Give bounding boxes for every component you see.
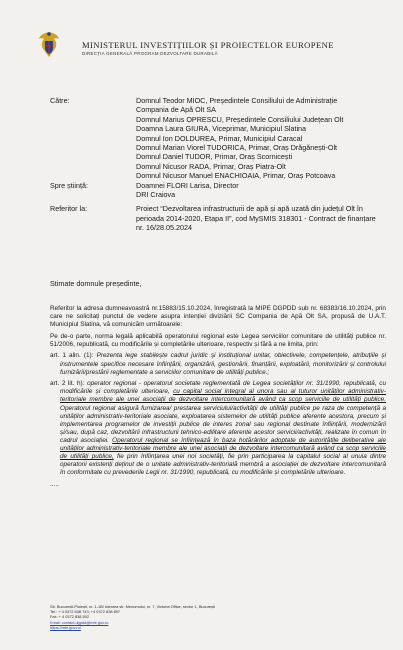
recipient-line: Domnul Nicusor Manuel ENACHIOAIA, Primar, Oraș Potcoava [136, 171, 336, 181]
ministry-name: MINISTERUL INVESTIȚIILOR ȘI PROIECTELOR EUROPENE [82, 40, 334, 50]
stiinta-line: DRI Craiova [136, 190, 176, 200]
address-block [50, 96, 385, 233]
article-label: art. 1 alin. (1): [50, 352, 94, 360]
article-text: operator regional - operatorul societate reglementată de Legea societăților nr. 31/1990, republicată, cu modificările și completările ulterioare, [60, 380, 386, 396]
recipient-line: Doamna Laura GIURA, Viceprimar, Municipiul Slatina [136, 124, 307, 134]
letterhead [82, 40, 334, 56]
recipient-line: Domnul Daniel TUDOR, Primar, Oraș Scornicești [136, 152, 293, 162]
direction-name: DIRECȚIA GENERALĂ PROGRAM DEZVOLTARE DURABILĂ [82, 51, 218, 56]
recipient-line: Compania de Apă Olt SA [136, 105, 216, 115]
article-text: Prezenta lege stabilește cadrul juridic și instituțional unitar, obiectivele, competențele, atribuțiile și instrumentele specifice necesare înființării, organizării, gestionării, finanțării, exploatării, monitorizării și controlului furnizării/prestării reglementate a serviciilor comunitare de utilități publice.; [60, 352, 386, 376]
greeting: Stimate domnule președinte, [50, 279, 142, 288]
ellipsis: ..... [50, 480, 59, 488]
article-1 [50, 352, 386, 376]
romanian-coat-of-arms-icon [35, 30, 63, 60]
letter-body [50, 305, 386, 489]
catre-label: Către: [50, 96, 70, 105]
stiinta-line: Doamnei FLORI Larisa, Director [136, 180, 239, 190]
footer-fax: Fax: + 4 0372 838 502 [50, 614, 90, 620]
article-text: fie prin înființarea unei noi societăți, fie prin participarea la capitalul social al unuia dintre operatorii existenți deținut de o unitate administrativ-teritorială membră a asociației de dezvoltare intercomunitară în conformitate cu prevederile Legii nr. 31/1990, republicată, cu modificările și completările ulterioare. [60, 453, 387, 477]
referitor-label: Referitor la: [50, 204, 88, 214]
footer-address: Str. București-Ploiești, nr. 1-1B/ Intrarea str. Menumului, nr. 7, Victoria Office, sector 1, București [50, 604, 216, 609]
footer-email-link[interactable]: Email: contact.dgpdd@mfe.gov.ro [50, 619, 109, 625]
recipient-line: Domnul Nicusor RADA, Primar, Oraș Piatra-Olt [136, 161, 286, 171]
footer-website-link[interactable]: https://mfe.gov.ro/ [50, 624, 81, 630]
article-text-underlined: cu capital social integral al unora sau al tuturor unităților administrativ-teritoriale membre ale unei asociații de dezvoltare intercomunitară având ca scop serviciile de utilități publice. [60, 388, 387, 404]
recipient-line: Domnul Ion DOLDUREA, Primar, Municipiul Caracal [136, 133, 303, 143]
recipient-line: Domnul Teodor MIOC, Președintele Consiliului de Administrație [136, 96, 338, 105]
recipients-list [136, 96, 385, 181]
paragraph: Referitor la adresa dumneavoastră nr.15883/15.10.2024, înregistrată la MIPE DGPDD sub nr. 68383/16.10.2024, prin care ne solicitați punctul de vedere asupra intenției diviziării SC Compania de Apă Olt SA, propusă de U.A.T. Municipiul Slatina, vă comunicăm următoarele: [50, 305, 386, 329]
footer-tel: Tel.: + 4 0372 838 743; +4 0372 838 897 [50, 609, 121, 615]
footer-contact [50, 604, 215, 630]
article-text-underlined: Operatorul regional se înființează în baza hotărârilor adoptate de autoritățile deliberative ale unităților administrativ-teritoriale membre ale unei asociații de dezvoltare intercomunitară având ca scop serviciile de utilități publice, [60, 436, 387, 461]
article-text: Operatorul regional asigură furnizarea/ prestarea serviciului/activității de utilități publice pe raza de competență a unităților administrativ-teritoriale asociate, exploatarea sistemelor de utilități publice aferente acestora, precum și implementarea programelor de investiții publice de interes zonal sau regional destinate înființării, modernizării și/sau, după caz, dezvoltării infrastructurii tehnico-edilitare aferente acestor servicii/activități, realizate în comun în cadrul asociației. [60, 404, 386, 444]
paragraph: Pe de-o parte, norma legală aplicabilă operatorului regional este Legea serviciilor comunitare de utilități publice nr. 51/2006, republicată, cu modificările și completările ulterioare, respectiv și fără a ne limita, prin: [50, 332, 386, 348]
recipient-line: Domnul Marian Viorel TUDORICA, Primar, Oraș Drăgănești-Olt [136, 143, 338, 153]
recipient-line: Domnul Marius OPRESCU, Președintele Consiliului Județean Olt [136, 114, 344, 124]
referitor-text: Proiect “Dezvoltarea infrastructurii de apă și apă uzată din județul Olt în perioada 2014-2020, Etapa II”, cod MySMIS 318301 - Contract de finanțare nr. 16/28.05.2024 [136, 204, 376, 233]
article-2 [50, 380, 386, 477]
stiinta-label: Spre știință: [50, 180, 88, 190]
article-label: art. 2 lit. h): [50, 380, 85, 388]
